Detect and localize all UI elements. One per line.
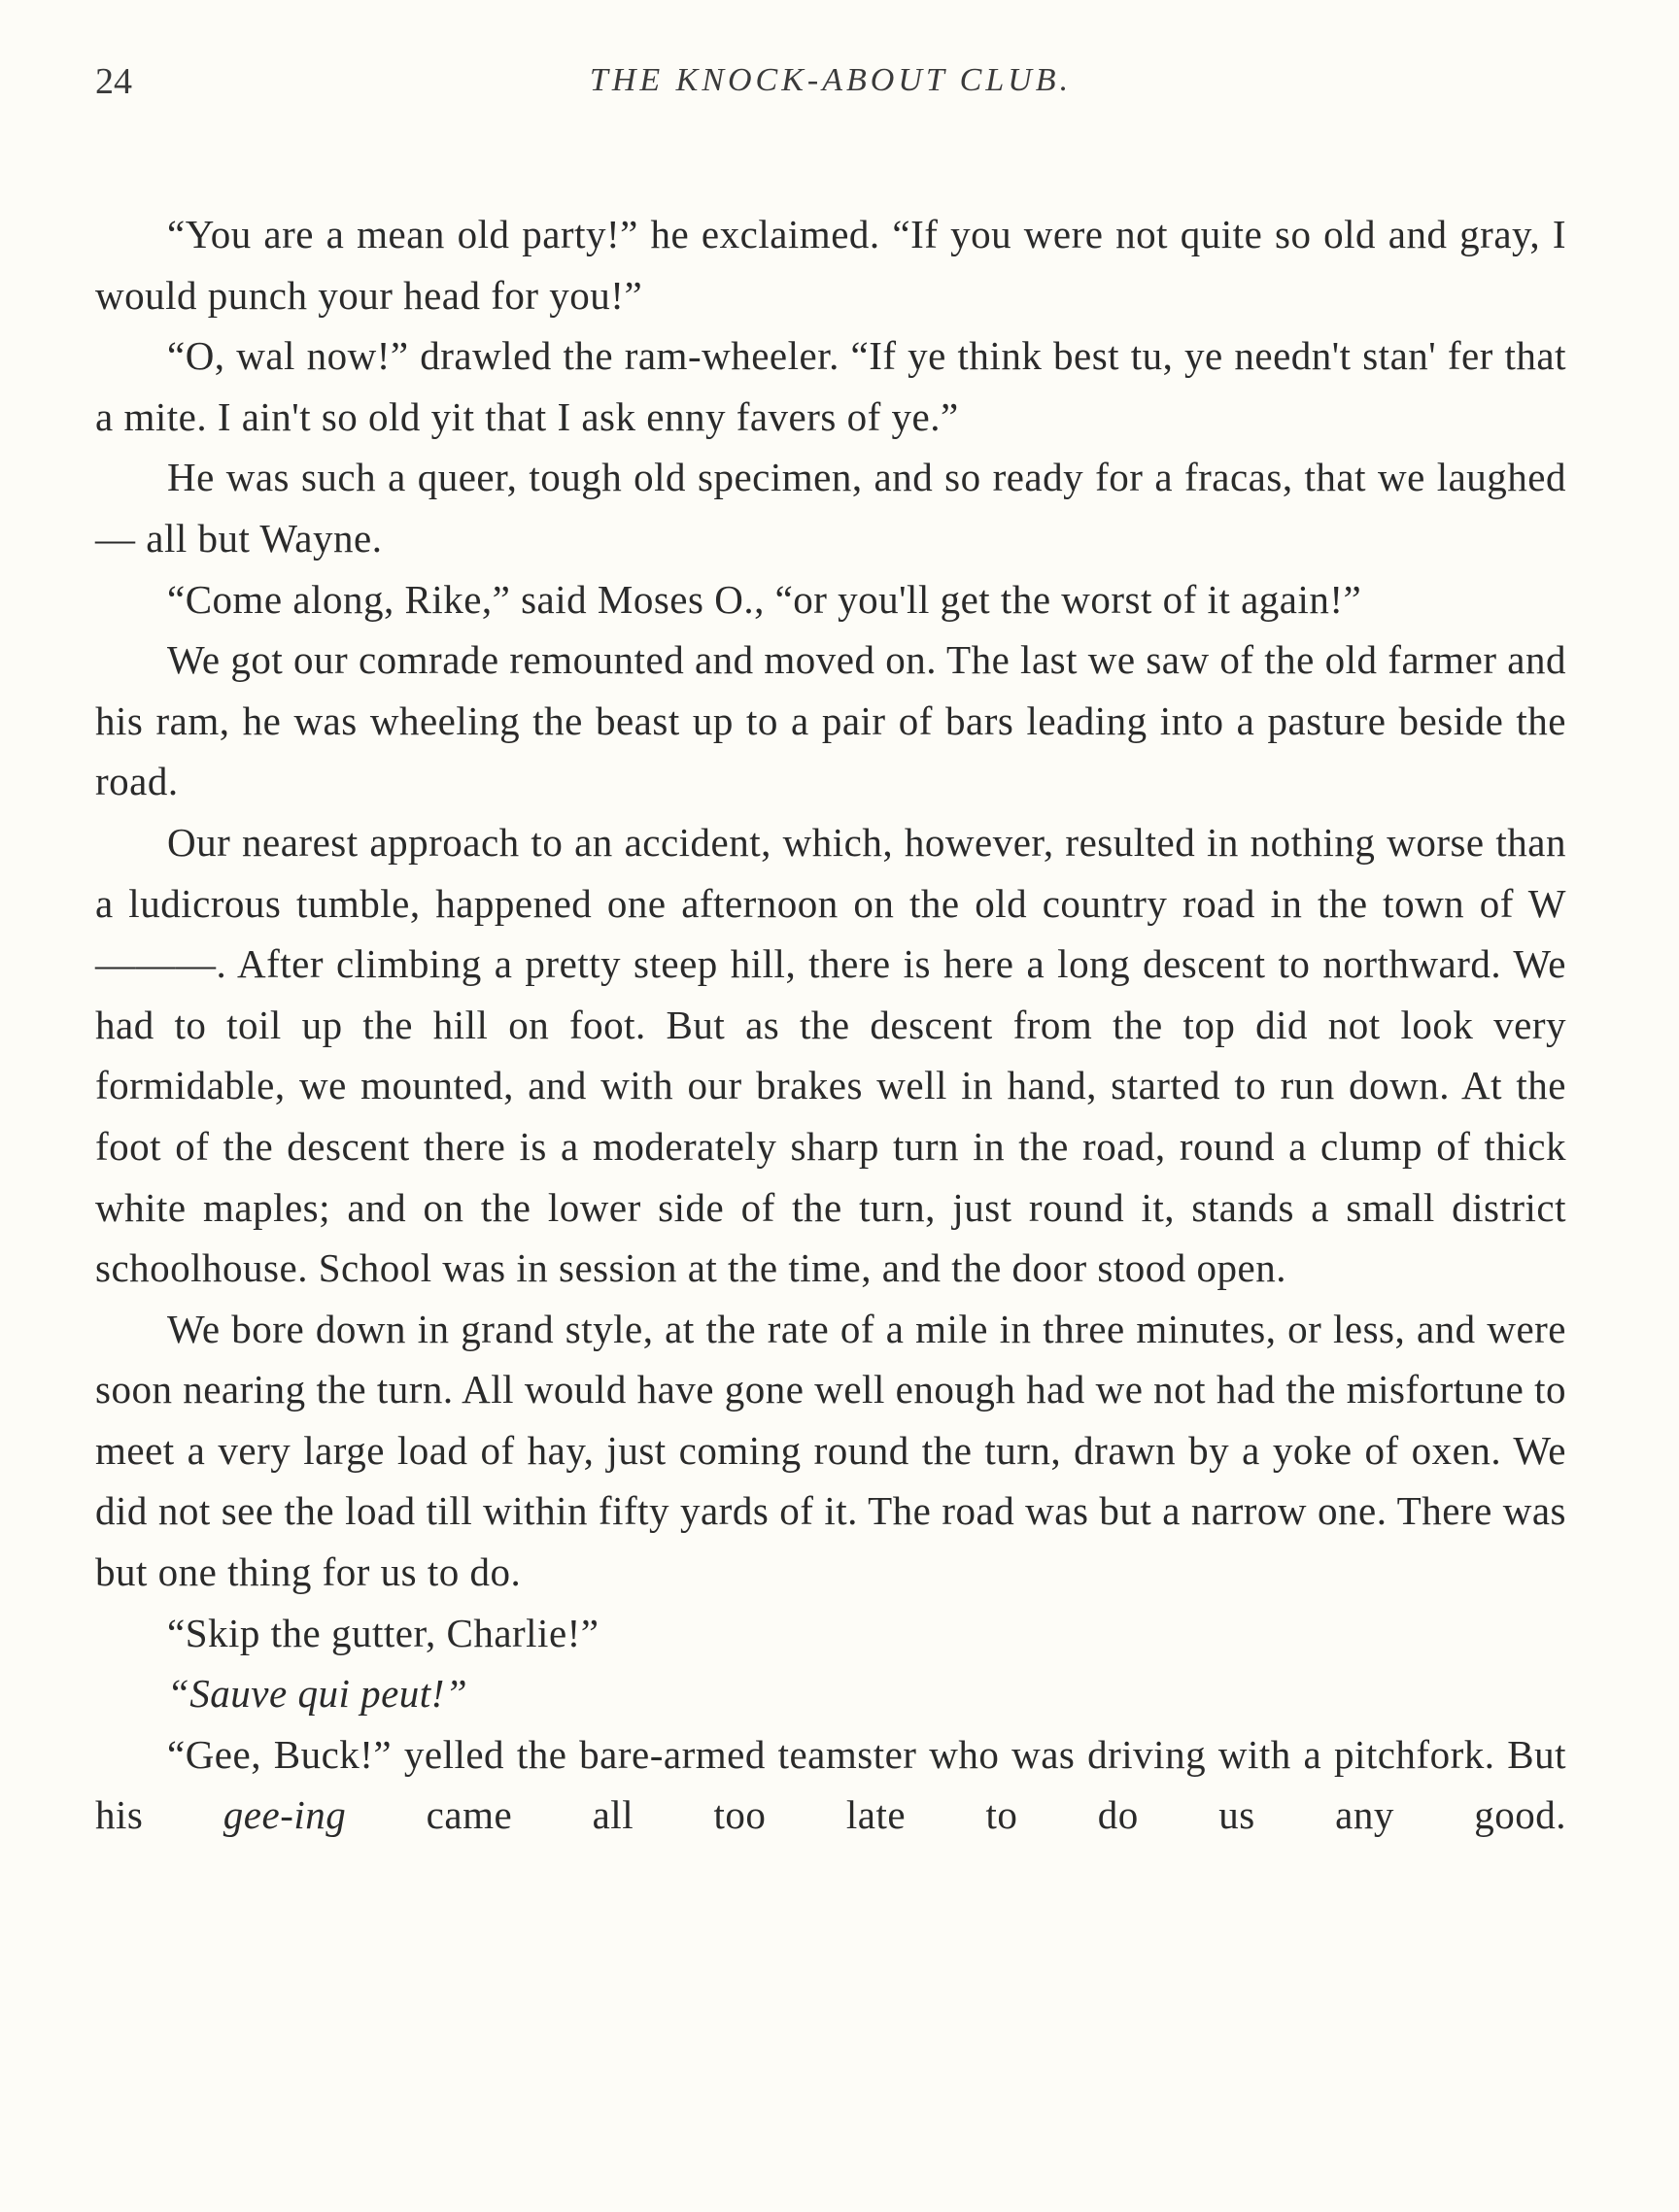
paragraph-italic-exclamation: “Sauve qui peut!” <box>167 1671 468 1717</box>
paragraph: “Gee, Buck!” yelled the bare-armed teamster who was driving with a pitchfork. But his gee-ing came all too late to do us any good. <box>95 1731 1567 1838</box>
paragraph: “You are a mean old party!” he exclaimed. “If you were not quite so old and gray, I would punch your head for you!” <box>95 212 1566 318</box>
paragraph: “O, wal now!” drawled the ram-wheeler. “If ye think best tu, ye needn't stan' fer that a mite. I ain't so old yit that I ask enny favers of ye.” <box>95 333 1566 439</box>
italic-word: gee-ing <box>223 1792 347 1838</box>
paragraph: He was such a queer, tough old specimen, and so ready for a fracas, that we laughed — all but Wayne. <box>95 455 1566 561</box>
paragraph: We got our comrade remounted and moved on. The last we saw of the old farmer and his ram, he was wheeling the beast up to a pair of bars leading into a pasture beside the road. <box>95 637 1566 804</box>
running-head <box>95 60 1566 115</box>
body-text <box>95 204 1566 1846</box>
book-page <box>95 60 1566 1846</box>
paragraph: Our nearest approach to an accident, which, however, resulted in nothing worse than a ludicrous tumble, happened one afternoon on the old country road in the town of W———. After climbing a pretty steep hill, there is here a long descent to northward. We had to toil up the hill on foot. But as the descent from the top did not look very formidable, we mounted, and with our brakes well in hand, started to run down. At the foot of the descent there is a moderately sharp turn in the road, round a clump of thick white maples; and on the lower side of the turn, just round it, stands a small district schoolhouse. School was in session at the time, and the door stood open. <box>95 819 1566 1291</box>
paragraph: We bore down in grand style, at the rate of a mile in three minutes, or less, and were soon nearing the turn. All would have gone well enough had we not had the misfortune to meet a very large load of hay, just coming round the turn, drawn by a yoke of oxen. We did not see the load till within fifty yards of it. The road was but a narrow one. There was but one thing for us to do. <box>95 1306 1566 1595</box>
page-number: 24 <box>95 61 132 102</box>
paragraph: “Come along, Rike,” said Moses O., “or you'll get the worst of it again!” <box>167 576 1362 622</box>
paragraph: “Skip the gutter, Charlie!” <box>167 1610 600 1655</box>
book-title: THE KNOCK-ABOUT CLUB. <box>589 62 1073 98</box>
